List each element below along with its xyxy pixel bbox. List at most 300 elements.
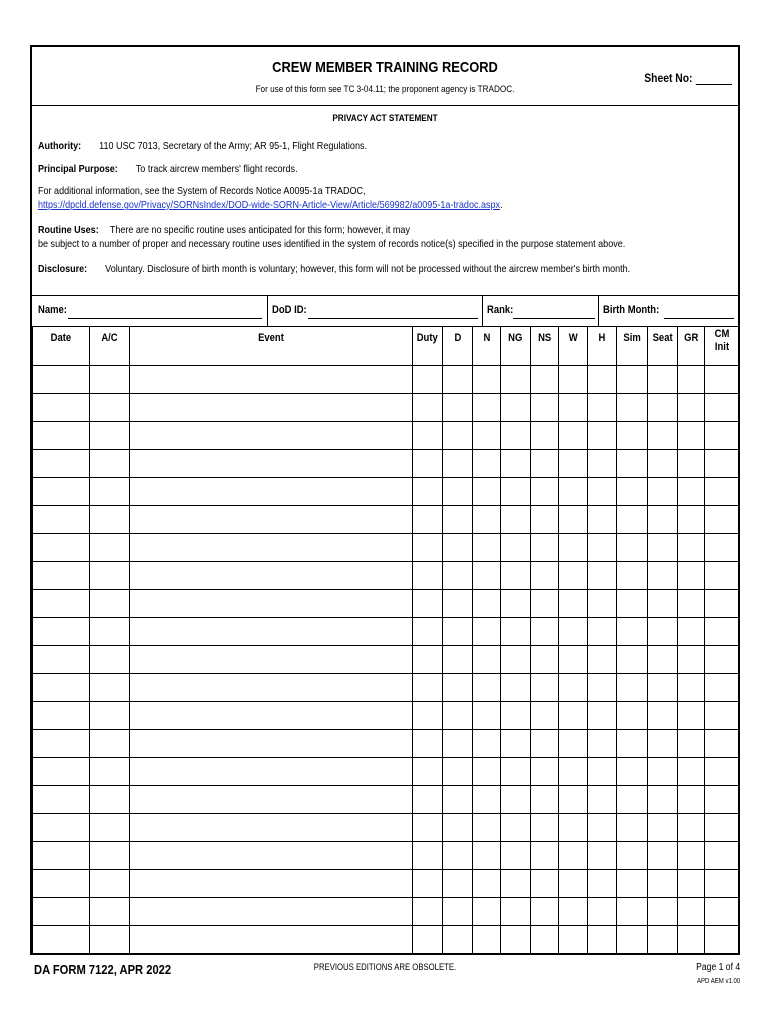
table-cell[interactable]: [617, 534, 648, 562]
table-cell[interactable]: [33, 870, 90, 898]
table-cell[interactable]: [443, 478, 473, 506]
table-cell[interactable]: [473, 646, 501, 674]
table-cell[interactable]: [501, 898, 531, 926]
table-cell[interactable]: [90, 702, 130, 730]
table-cell[interactable]: [90, 730, 130, 758]
table-cell[interactable]: [130, 506, 413, 534]
table-cell[interactable]: [501, 926, 531, 954]
table-cell[interactable]: [413, 898, 443, 926]
table-cell[interactable]: [559, 702, 588, 730]
table-cell[interactable]: [413, 506, 443, 534]
table-cell[interactable]: [705, 506, 739, 534]
table-cell[interactable]: [501, 646, 531, 674]
table-cell[interactable]: [678, 618, 705, 646]
table-cell[interactable]: [443, 842, 473, 870]
table-cell[interactable]: [473, 898, 501, 926]
table-cell[interactable]: [473, 562, 501, 590]
table-cell[interactable]: [443, 534, 473, 562]
table-cell[interactable]: [90, 786, 130, 814]
birth-month-field[interactable]: [664, 318, 734, 319]
table-cell[interactable]: [473, 758, 501, 786]
table-cell[interactable]: [588, 618, 617, 646]
table-cell[interactable]: [531, 366, 559, 394]
table-cell[interactable]: [501, 870, 531, 898]
name-field[interactable]: [68, 318, 262, 319]
table-cell[interactable]: [473, 506, 501, 534]
table-cell[interactable]: [531, 758, 559, 786]
table-cell[interactable]: [501, 534, 531, 562]
table-cell[interactable]: [588, 590, 617, 618]
table-cell[interactable]: [588, 898, 617, 926]
table-cell[interactable]: [678, 590, 705, 618]
table-cell[interactable]: [648, 758, 678, 786]
table-cell[interactable]: [531, 814, 559, 842]
table-cell[interactable]: [33, 590, 90, 618]
table-cell[interactable]: [501, 730, 531, 758]
table-cell[interactable]: [559, 366, 588, 394]
table-cell[interactable]: [90, 422, 130, 450]
table-cell[interactable]: [617, 506, 648, 534]
table-cell[interactable]: [33, 422, 90, 450]
table-cell[interactable]: [531, 506, 559, 534]
table-cell[interactable]: [90, 562, 130, 590]
table-cell[interactable]: [678, 842, 705, 870]
table-cell[interactable]: [501, 422, 531, 450]
table-cell[interactable]: [705, 562, 739, 590]
table-cell[interactable]: [501, 618, 531, 646]
table-cell[interactable]: [617, 842, 648, 870]
table-cell[interactable]: [531, 394, 559, 422]
table-cell[interactable]: [473, 870, 501, 898]
table-cell[interactable]: [648, 562, 678, 590]
table-cell[interactable]: [33, 394, 90, 422]
table-cell[interactable]: [705, 450, 739, 478]
table-cell[interactable]: [705, 702, 739, 730]
table-cell[interactable]: [413, 422, 443, 450]
table-cell[interactable]: [130, 646, 413, 674]
table-cell[interactable]: [705, 786, 739, 814]
table-cell[interactable]: [413, 814, 443, 842]
table-cell[interactable]: [130, 842, 413, 870]
table-cell[interactable]: [648, 506, 678, 534]
table-cell[interactable]: [648, 898, 678, 926]
table-cell[interactable]: [33, 646, 90, 674]
table-cell[interactable]: [33, 674, 90, 702]
table-cell[interactable]: [705, 534, 739, 562]
table-cell[interactable]: [559, 870, 588, 898]
table-cell[interactable]: [443, 618, 473, 646]
table-cell[interactable]: [617, 422, 648, 450]
table-cell[interactable]: [588, 730, 617, 758]
table-cell[interactable]: [90, 618, 130, 646]
table-cell[interactable]: [443, 674, 473, 702]
table-cell[interactable]: [443, 786, 473, 814]
table-cell[interactable]: [443, 422, 473, 450]
table-cell[interactable]: [443, 926, 473, 954]
table-cell[interactable]: [678, 534, 705, 562]
table-cell[interactable]: [531, 590, 559, 618]
table-cell[interactable]: [617, 870, 648, 898]
table-cell[interactable]: [559, 674, 588, 702]
table-cell[interactable]: [617, 478, 648, 506]
table-cell[interactable]: [531, 450, 559, 478]
table-cell[interactable]: [413, 562, 443, 590]
table-cell[interactable]: [678, 562, 705, 590]
table-cell[interactable]: [617, 366, 648, 394]
table-cell[interactable]: [413, 730, 443, 758]
table-cell[interactable]: [413, 758, 443, 786]
table-cell[interactable]: [33, 618, 90, 646]
table-cell[interactable]: [559, 758, 588, 786]
table-cell[interactable]: [648, 814, 678, 842]
table-cell[interactable]: [678, 506, 705, 534]
rank-field[interactable]: [513, 318, 595, 319]
table-cell[interactable]: [678, 898, 705, 926]
table-cell[interactable]: [443, 646, 473, 674]
table-cell[interactable]: [443, 506, 473, 534]
table-cell[interactable]: [90, 758, 130, 786]
table-cell[interactable]: [90, 870, 130, 898]
table-cell[interactable]: [473, 534, 501, 562]
table-cell[interactable]: [90, 926, 130, 954]
table-cell[interactable]: [705, 870, 739, 898]
table-cell[interactable]: [531, 842, 559, 870]
table-cell[interactable]: [705, 618, 739, 646]
table-cell[interactable]: [559, 450, 588, 478]
table-cell[interactable]: [501, 394, 531, 422]
table-cell[interactable]: [531, 646, 559, 674]
table-cell[interactable]: [617, 926, 648, 954]
table-cell[interactable]: [90, 506, 130, 534]
table-cell[interactable]: [617, 590, 648, 618]
table-cell[interactable]: [130, 674, 413, 702]
table-cell[interactable]: [559, 786, 588, 814]
table-cell[interactable]: [559, 534, 588, 562]
table-cell[interactable]: [531, 926, 559, 954]
table-cell[interactable]: [473, 926, 501, 954]
table-cell[interactable]: [443, 702, 473, 730]
table-cell[interactable]: [130, 450, 413, 478]
table-cell[interactable]: [130, 702, 413, 730]
table-cell[interactable]: [559, 898, 588, 926]
table-cell[interactable]: [130, 758, 413, 786]
table-cell[interactable]: [648, 786, 678, 814]
table-cell[interactable]: [678, 478, 705, 506]
table-cell[interactable]: [559, 618, 588, 646]
table-cell[interactable]: [33, 562, 90, 590]
table-cell[interactable]: [501, 674, 531, 702]
table-cell[interactable]: [501, 786, 531, 814]
sorn-link[interactable]: https://dpcld.defense.gov/Privacy/SORNsIndex/DOD-wide-SORN-Article-View/Article/569982/a0095-1a-tradoc.aspx: [38, 199, 501, 211]
table-cell[interactable]: [648, 394, 678, 422]
table-cell[interactable]: [33, 842, 90, 870]
table-cell[interactable]: [648, 646, 678, 674]
table-cell[interactable]: [678, 450, 705, 478]
table-cell[interactable]: [33, 730, 90, 758]
table-cell[interactable]: [413, 478, 443, 506]
table-cell[interactable]: [559, 422, 588, 450]
table-cell[interactable]: [559, 814, 588, 842]
table-cell[interactable]: [413, 366, 443, 394]
table-cell[interactable]: [531, 702, 559, 730]
table-cell[interactable]: [648, 674, 678, 702]
table-cell[interactable]: [413, 926, 443, 954]
table-cell[interactable]: [501, 758, 531, 786]
table-cell[interactable]: [588, 786, 617, 814]
table-cell[interactable]: [705, 394, 739, 422]
table-cell[interactable]: [33, 478, 90, 506]
table-cell[interactable]: [678, 786, 705, 814]
table-cell[interactable]: [473, 842, 501, 870]
table-cell[interactable]: [705, 730, 739, 758]
table-cell[interactable]: [413, 534, 443, 562]
table-cell[interactable]: [130, 422, 413, 450]
table-cell[interactable]: [588, 870, 617, 898]
table-cell[interactable]: [413, 618, 443, 646]
table-cell[interactable]: [130, 870, 413, 898]
table-cell[interactable]: [531, 562, 559, 590]
table-cell[interactable]: [648, 870, 678, 898]
table-cell[interactable]: [130, 478, 413, 506]
table-cell[interactable]: [473, 814, 501, 842]
table-cell[interactable]: [33, 926, 90, 954]
table-cell[interactable]: [130, 898, 413, 926]
table-cell[interactable]: [617, 618, 648, 646]
table-cell[interactable]: [33, 506, 90, 534]
table-cell[interactable]: [559, 394, 588, 422]
table-cell[interactable]: [588, 926, 617, 954]
table-cell[interactable]: [648, 534, 678, 562]
table-cell[interactable]: [443, 562, 473, 590]
table-cell[interactable]: [559, 926, 588, 954]
table-cell[interactable]: [33, 758, 90, 786]
table-cell[interactable]: [648, 590, 678, 618]
table-cell[interactable]: [705, 422, 739, 450]
table-cell[interactable]: [531, 730, 559, 758]
table-cell[interactable]: [617, 674, 648, 702]
table-cell[interactable]: [559, 646, 588, 674]
table-cell[interactable]: [531, 870, 559, 898]
table-cell[interactable]: [559, 506, 588, 534]
table-cell[interactable]: [90, 898, 130, 926]
table-cell[interactable]: [705, 814, 739, 842]
table-cell[interactable]: [413, 702, 443, 730]
table-cell[interactable]: [559, 842, 588, 870]
table-cell[interactable]: [705, 646, 739, 674]
table-cell[interactable]: [531, 534, 559, 562]
table-cell[interactable]: [588, 814, 617, 842]
table-cell[interactable]: [501, 478, 531, 506]
table-cell[interactable]: [90, 366, 130, 394]
table-cell[interactable]: [531, 478, 559, 506]
table-cell[interactable]: [90, 814, 130, 842]
table-cell[interactable]: [588, 422, 617, 450]
table-cell[interactable]: [617, 786, 648, 814]
table-cell[interactable]: [705, 590, 739, 618]
table-cell[interactable]: [678, 646, 705, 674]
table-cell[interactable]: [413, 394, 443, 422]
table-cell[interactable]: [617, 814, 648, 842]
table-cell[interactable]: [413, 786, 443, 814]
table-cell[interactable]: [588, 450, 617, 478]
table-cell[interactable]: [559, 590, 588, 618]
table-cell[interactable]: [90, 534, 130, 562]
table-cell[interactable]: [531, 786, 559, 814]
table-cell[interactable]: [90, 674, 130, 702]
table-cell[interactable]: [413, 450, 443, 478]
table-cell[interactable]: [617, 562, 648, 590]
table-cell[interactable]: [588, 562, 617, 590]
table-cell[interactable]: [559, 730, 588, 758]
table-cell[interactable]: [501, 506, 531, 534]
table-cell[interactable]: [473, 478, 501, 506]
table-cell[interactable]: [588, 366, 617, 394]
table-cell[interactable]: [473, 730, 501, 758]
table-cell[interactable]: [678, 926, 705, 954]
table-cell[interactable]: [588, 842, 617, 870]
table-cell[interactable]: [705, 366, 739, 394]
table-cell[interactable]: [501, 562, 531, 590]
table-cell[interactable]: [413, 590, 443, 618]
table-cell[interactable]: [33, 814, 90, 842]
table-cell[interactable]: [705, 926, 739, 954]
table-cell[interactable]: [705, 674, 739, 702]
table-cell[interactable]: [501, 842, 531, 870]
table-cell[interactable]: [473, 618, 501, 646]
table-cell[interactable]: [130, 730, 413, 758]
table-cell[interactable]: [443, 450, 473, 478]
table-cell[interactable]: [443, 814, 473, 842]
table-cell[interactable]: [588, 702, 617, 730]
table-cell[interactable]: [648, 702, 678, 730]
table-cell[interactable]: [130, 618, 413, 646]
table-cell[interactable]: [33, 702, 90, 730]
table-cell[interactable]: [473, 702, 501, 730]
table-cell[interactable]: [413, 674, 443, 702]
table-cell[interactable]: [90, 394, 130, 422]
table-cell[interactable]: [130, 814, 413, 842]
table-cell[interactable]: [559, 478, 588, 506]
table-cell[interactable]: [617, 730, 648, 758]
table-cell[interactable]: [501, 702, 531, 730]
table-cell[interactable]: [678, 394, 705, 422]
table-cell[interactable]: [648, 478, 678, 506]
table-cell[interactable]: [33, 534, 90, 562]
table-cell[interactable]: [33, 898, 90, 926]
table-cell[interactable]: [648, 450, 678, 478]
table-cell[interactable]: [413, 842, 443, 870]
table-cell[interactable]: [90, 478, 130, 506]
table-cell[interactable]: [617, 394, 648, 422]
table-cell[interactable]: [678, 702, 705, 730]
table-cell[interactable]: [90, 842, 130, 870]
table-cell[interactable]: [33, 786, 90, 814]
table-cell[interactable]: [130, 590, 413, 618]
table-cell[interactable]: [90, 590, 130, 618]
table-cell[interactable]: [588, 394, 617, 422]
table-cell[interactable]: [678, 674, 705, 702]
table-cell[interactable]: [617, 702, 648, 730]
table-cell[interactable]: [90, 450, 130, 478]
table-cell[interactable]: [531, 422, 559, 450]
table-cell[interactable]: [473, 366, 501, 394]
table-cell[interactable]: [588, 758, 617, 786]
table-cell[interactable]: [617, 758, 648, 786]
sheet-number-field[interactable]: [696, 72, 732, 85]
table-cell[interactable]: [90, 646, 130, 674]
table-cell[interactable]: [130, 534, 413, 562]
table-cell[interactable]: [443, 758, 473, 786]
table-cell[interactable]: [473, 450, 501, 478]
table-cell[interactable]: [705, 758, 739, 786]
table-cell[interactable]: [33, 366, 90, 394]
table-cell[interactable]: [473, 674, 501, 702]
table-cell[interactable]: [130, 366, 413, 394]
table-cell[interactable]: [588, 674, 617, 702]
table-cell[interactable]: [130, 394, 413, 422]
table-cell[interactable]: [588, 646, 617, 674]
table-cell[interactable]: [678, 758, 705, 786]
table-cell[interactable]: [678, 730, 705, 758]
table-cell[interactable]: [130, 926, 413, 954]
table-cell[interactable]: [473, 590, 501, 618]
table-cell[interactable]: [648, 366, 678, 394]
dodid-field[interactable]: [308, 318, 478, 319]
table-cell[interactable]: [678, 870, 705, 898]
table-cell[interactable]: [678, 422, 705, 450]
table-cell[interactable]: [648, 618, 678, 646]
table-cell[interactable]: [705, 898, 739, 926]
table-cell[interactable]: [443, 394, 473, 422]
table-cell[interactable]: [33, 450, 90, 478]
table-cell[interactable]: [648, 730, 678, 758]
table-cell[interactable]: [130, 786, 413, 814]
table-cell[interactable]: [705, 478, 739, 506]
table-cell[interactable]: [443, 366, 473, 394]
table-cell[interactable]: [443, 730, 473, 758]
table-cell[interactable]: [413, 870, 443, 898]
table-cell[interactable]: [617, 898, 648, 926]
table-cell[interactable]: [678, 366, 705, 394]
table-cell[interactable]: [443, 898, 473, 926]
table-cell[interactable]: [617, 646, 648, 674]
table-cell[interactable]: [678, 814, 705, 842]
table-cell[interactable]: [501, 450, 531, 478]
table-cell[interactable]: [648, 422, 678, 450]
table-cell[interactable]: [705, 842, 739, 870]
table-cell[interactable]: [531, 618, 559, 646]
table-cell[interactable]: [648, 926, 678, 954]
table-cell[interactable]: [413, 646, 443, 674]
table-cell[interactable]: [443, 870, 473, 898]
table-cell[interactable]: [588, 506, 617, 534]
table-cell[interactable]: [501, 814, 531, 842]
table-cell[interactable]: [473, 394, 501, 422]
table-cell[interactable]: [501, 590, 531, 618]
table-cell[interactable]: [473, 786, 501, 814]
table-cell[interactable]: [559, 562, 588, 590]
table-cell[interactable]: [130, 562, 413, 590]
table-cell[interactable]: [473, 422, 501, 450]
table-cell[interactable]: [588, 534, 617, 562]
table-cell[interactable]: [617, 450, 648, 478]
table-cell[interactable]: [588, 478, 617, 506]
table-cell[interactable]: [443, 590, 473, 618]
table-cell[interactable]: [531, 674, 559, 702]
table-cell[interactable]: [648, 842, 678, 870]
table-cell[interactable]: [501, 366, 531, 394]
table-cell[interactable]: [531, 898, 559, 926]
